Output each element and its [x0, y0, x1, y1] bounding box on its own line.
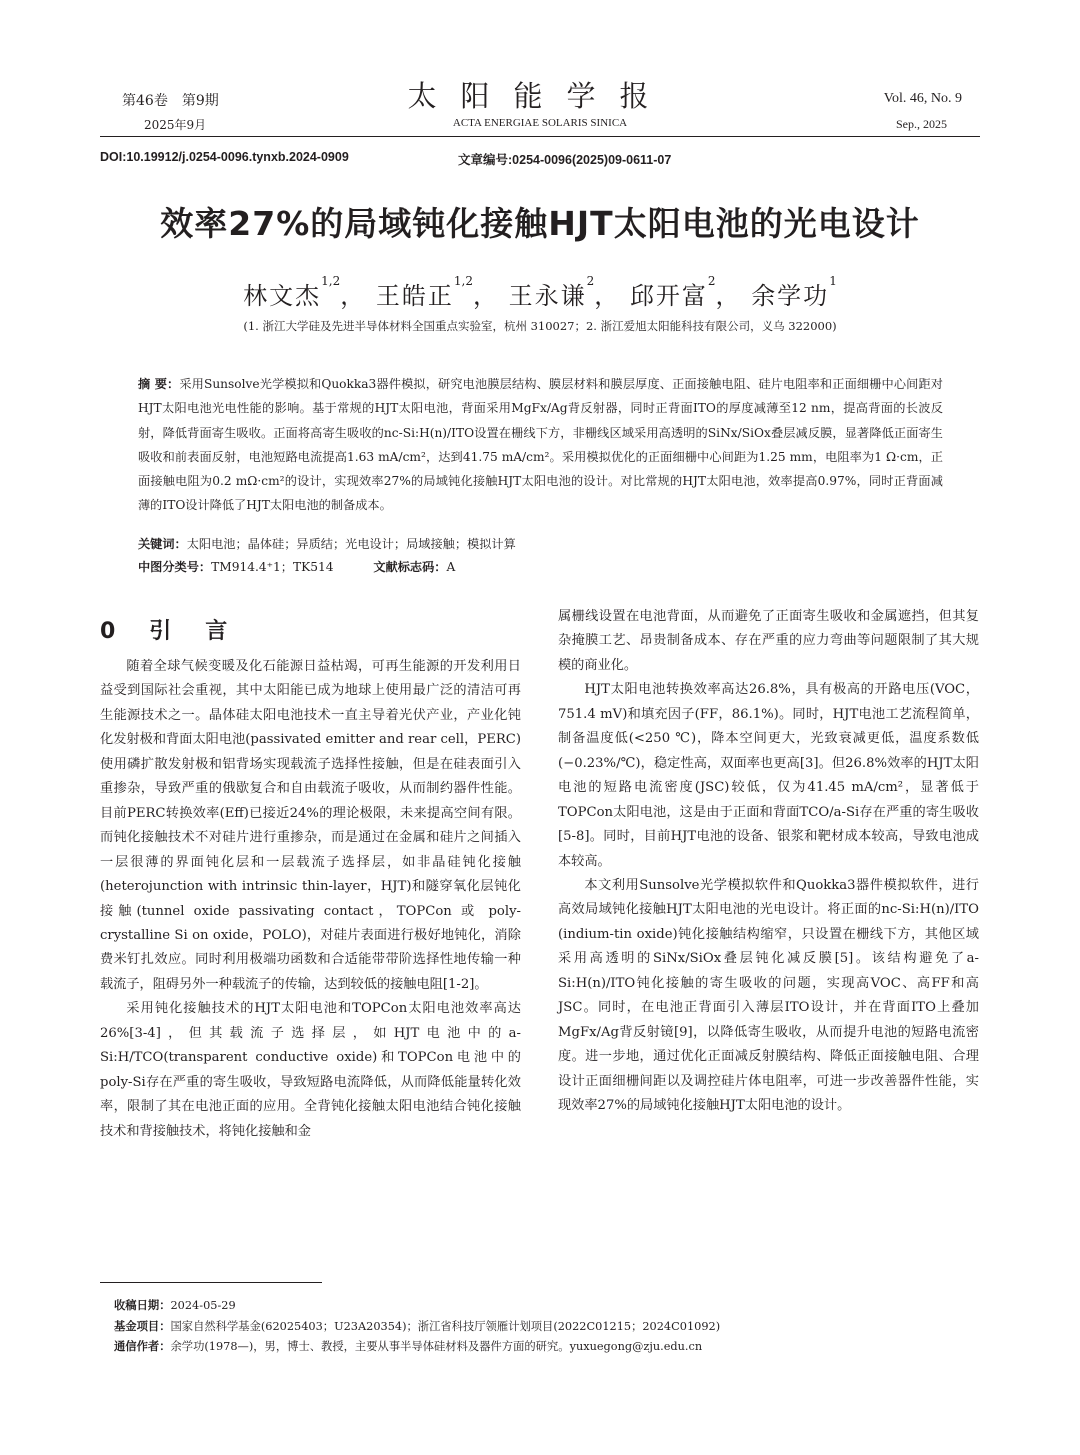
keywords-label: 关键词： [138, 537, 187, 551]
classification [138, 558, 943, 575]
volume-issue-cn: 第46卷 第9期 [122, 93, 219, 109]
footnotes [114, 1296, 994, 1358]
abstract-text: 采用Sunsolve光学模拟和Quokka3器件模拟，研究电池膜层结构、膜层材料和膜层厚度、正面接触电阻、硅片电阻率和正面细栅中心间距对HJT太阳电池光电性能的影响。基于常规的HJT太阳电池，背面采用MgFx/Ag背反射器，同时正背面ITO的厚度减薄至12 nm，提高背面的长波反射，降低背面寄生吸收。正面将高寄生吸收的nc-Si:H(n)/ITO设置在栅线下方，非栅线区域采用高透明的SiNx/SiOx叠层减反膜，显著降低正面寄生吸收和前表面反射，电池短路电流提高1.63 mA/cm²，达到41.75 mA/cm²。采用模拟优化的正面细栅中心间距为1.25 mm，电阻率为1 Ω·cm，正面接触电阻为0.2 mΩ·cm²的设计，实现效率27%的局域钝化接触HJT太阳电池的设计。对比常规的HJT太阳电池，效率提高0.97%，同时正背面减薄的ITO设计降低了HJT太阳电池的制备成本。 [138, 377, 943, 513]
abstract-label: 摘 要： [138, 377, 180, 391]
doi[interactable]: DOI:10.19912/j.0254-0096.tynxb.2024-0909 [100, 150, 349, 164]
author-affiliation-mark: 1,2 [321, 274, 341, 288]
header-rule [100, 136, 980, 137]
keywords [138, 535, 943, 552]
author-affiliation-mark: 1,2 [453, 274, 473, 288]
article-number: 文章编号:0254-0096(2025)09-0611-07 [458, 153, 672, 167]
volume-issue-en: Vol. 46, No. 9 [883, 91, 962, 106]
date-cn: 2025年9月 [144, 118, 207, 132]
author-affiliation-mark: 2 [586, 274, 595, 288]
author-list: 林文杰$^{1,2}$， 王皓正$^{1,2}$， 王永谦$^2$， 邱开富$^2$， 余学功$^1$ [243, 274, 837, 310]
body-paragraph: 本文利用Sunsolve光学模拟软件和Quokka3器件模拟软件，进行高效局域钝化接触HJT太阳电池的光电设计。将正面的nc-Si:H(n)/ITO (indium-tin oxide)钝化接触结构缩窄，只设置在栅线下方，其他区域采用高透明的SiNx/SiOx叠层钝化减反膜[5]。该结构避免了a-Si:H(n)/ITO钝化接触的寄生吸收的问题，实现高VOC、高FF和高JSC。同时，在电池正背面引入薄层ITO设计，并在背面ITO上叠加MgFx/Ag背反射镜[9]，以降低寄生吸收，从而提升电池的短路电流密度。进一步地，通过优化正面减反射膜结构、降低正面接触电阻、合理设计正面细栅间距以及调控硅片体电阻率，可进一步改善器件性能，实现效率27%的局域钝化接触HJT太阳电池的设计。 [558, 877, 979, 1114]
body-paragraph: 采用钝化接触技术的HJT太阳电池和TOPCon太阳电池效率高达26%[3-4]，但其载流子选择层，如HJT电池中的a-Si:H/TCO(transparent conductive oxide)和TOPCon电池中的poly-Si存在严重的寄生吸收，导致短路电流降低，从而降低能量转化效率，限制了其在电池正面的应用。全背钝化接触太阳电池结合钝化接触技术和背接触技术，将钝化接触和金 [100, 1001, 521, 1139]
body-paragraph: 属栅线设置在电池背面，从而避免了正面寄生吸收和金属遮挡，但其复杂掩膜工艺、昂贵制备成本、存在严重的应力弯曲等问题限制了其大规模的商业化。 [558, 609, 979, 673]
journal-title-en: ACTA ENERGIAE SOLARIS SINICA [452, 117, 628, 129]
affiliations: (1. 浙江大学硅及先进半导体材料全国重点实验室，杭州 310027；2. 浙江爱旭太阳能科技有限公司，义乌 322000) [243, 319, 837, 333]
body-paragraph: 随着全球气候变暖及化石能源日益枯竭，可再生能源的开发利用日益受到国际社会重视，其中太阳能已成为地球上使用最广泛的清洁可再生能源技术之一。晶体硅太阳电池技术一直主导着光伏产业，产业化钝化发射极和背面太阳电池(passivated emitter and rear cell，PERC)使用磷扩散发射极和铝背场实现载流子选择性接触，但是在硅表面引入重掺杂，导致严重的俄歇复合和自由载流子吸收，从而制约器件性能。目前PERC转换效率(Eff)已接近24%的理论极限，未来提高空间有限。而钝化接触技术不对硅片进行重掺杂，而是通过在金属和硅片之间插入一层很薄的界面钝化层和一层载流子选择层，如非晶硅钝化接触(heterojunction with intrinsic thin-layer，HJT)和隧穿氧化层钝化接触(tunnel oxide passivating contact，TOPCon 或 poly-crystalline Si on oxide，POLO)，对硅片表面进行极好地钝化，消除费米钉扎效应。同时利用极端功函数和合适能带带阶选择性地传输一种载流子，阻碍另外一种载流子的传输，达到较低的接触电阻[1-2]。 [100, 659, 521, 992]
footnote-rule [100, 1282, 322, 1283]
author-name: 林文杰 [243, 282, 322, 310]
keywords-text: 太阳电池；晶体硅；异质结；光电设计；局域接触；模拟计算 [186, 537, 516, 551]
clc-label: 中图分类号： [138, 560, 212, 574]
author-name: 王永谦 [508, 282, 587, 310]
clc-number: TM914.4⁺1；TK514 [211, 560, 334, 574]
document-code: A [446, 560, 456, 574]
date-en: Sep., 2025 [896, 117, 947, 131]
author-name: 王皓正 [375, 282, 454, 310]
fund-info: 基金项目：国家自然科学基金(62025403；U23A20354)；浙江省科技厅领雁计划项目(2022C01215；2024C01092) [114, 1319, 721, 1333]
author-name: 余学功 [751, 282, 830, 310]
abstract [138, 372, 943, 518]
paper-title: 效率27%的局域钝化接触HJT太阳电池的光电设计 [160, 204, 920, 243]
corresponding-author: 通信作者：余学功(1978—)，男，博士、教授，主要从事半导体硅材料及器件方面的研究。yuxuegong@zju.edu.cn [114, 1340, 703, 1353]
author-affiliation-mark: 2 [707, 274, 716, 288]
journal-title-cn: 太阳能学报 [407, 79, 673, 113]
body-paragraph: HJT太阳电池转换效率高达26.8%，具有极高的开路电压(VOC，751.4 mV)和填充因子(FF，86.1%)。同时，HJT电池工艺流程简单，制备温度低(<250 ℃)，降本空间更大，光致衰减更低，温度系数低(−0.23%/℃)，稳定性高，双面率也更高[3]。但26.8%效率的HJT太阳电池的短路电流密度(JSC)较低，仅为41.45 mA/cm²，显著低于TOPCon太阳电池，这是由于正面和背面TCO/a-Si存在严重的寄生吸收[5-8]。同时，目前HJT电池的设备、银浆和靶材成本较高，导致电池成本较高。 [558, 682, 979, 869]
author-name: 邱开富 [629, 282, 708, 310]
body-left-column [100, 655, 521, 1144]
document-code-label: 文献标志码： [373, 560, 447, 574]
body-right-column [558, 605, 979, 1119]
received-date: 收稿日期：2024-05-29 [114, 1299, 236, 1312]
author-affiliation-mark: 1 [829, 274, 837, 288]
section-heading: 0 引 言 [100, 619, 234, 644]
